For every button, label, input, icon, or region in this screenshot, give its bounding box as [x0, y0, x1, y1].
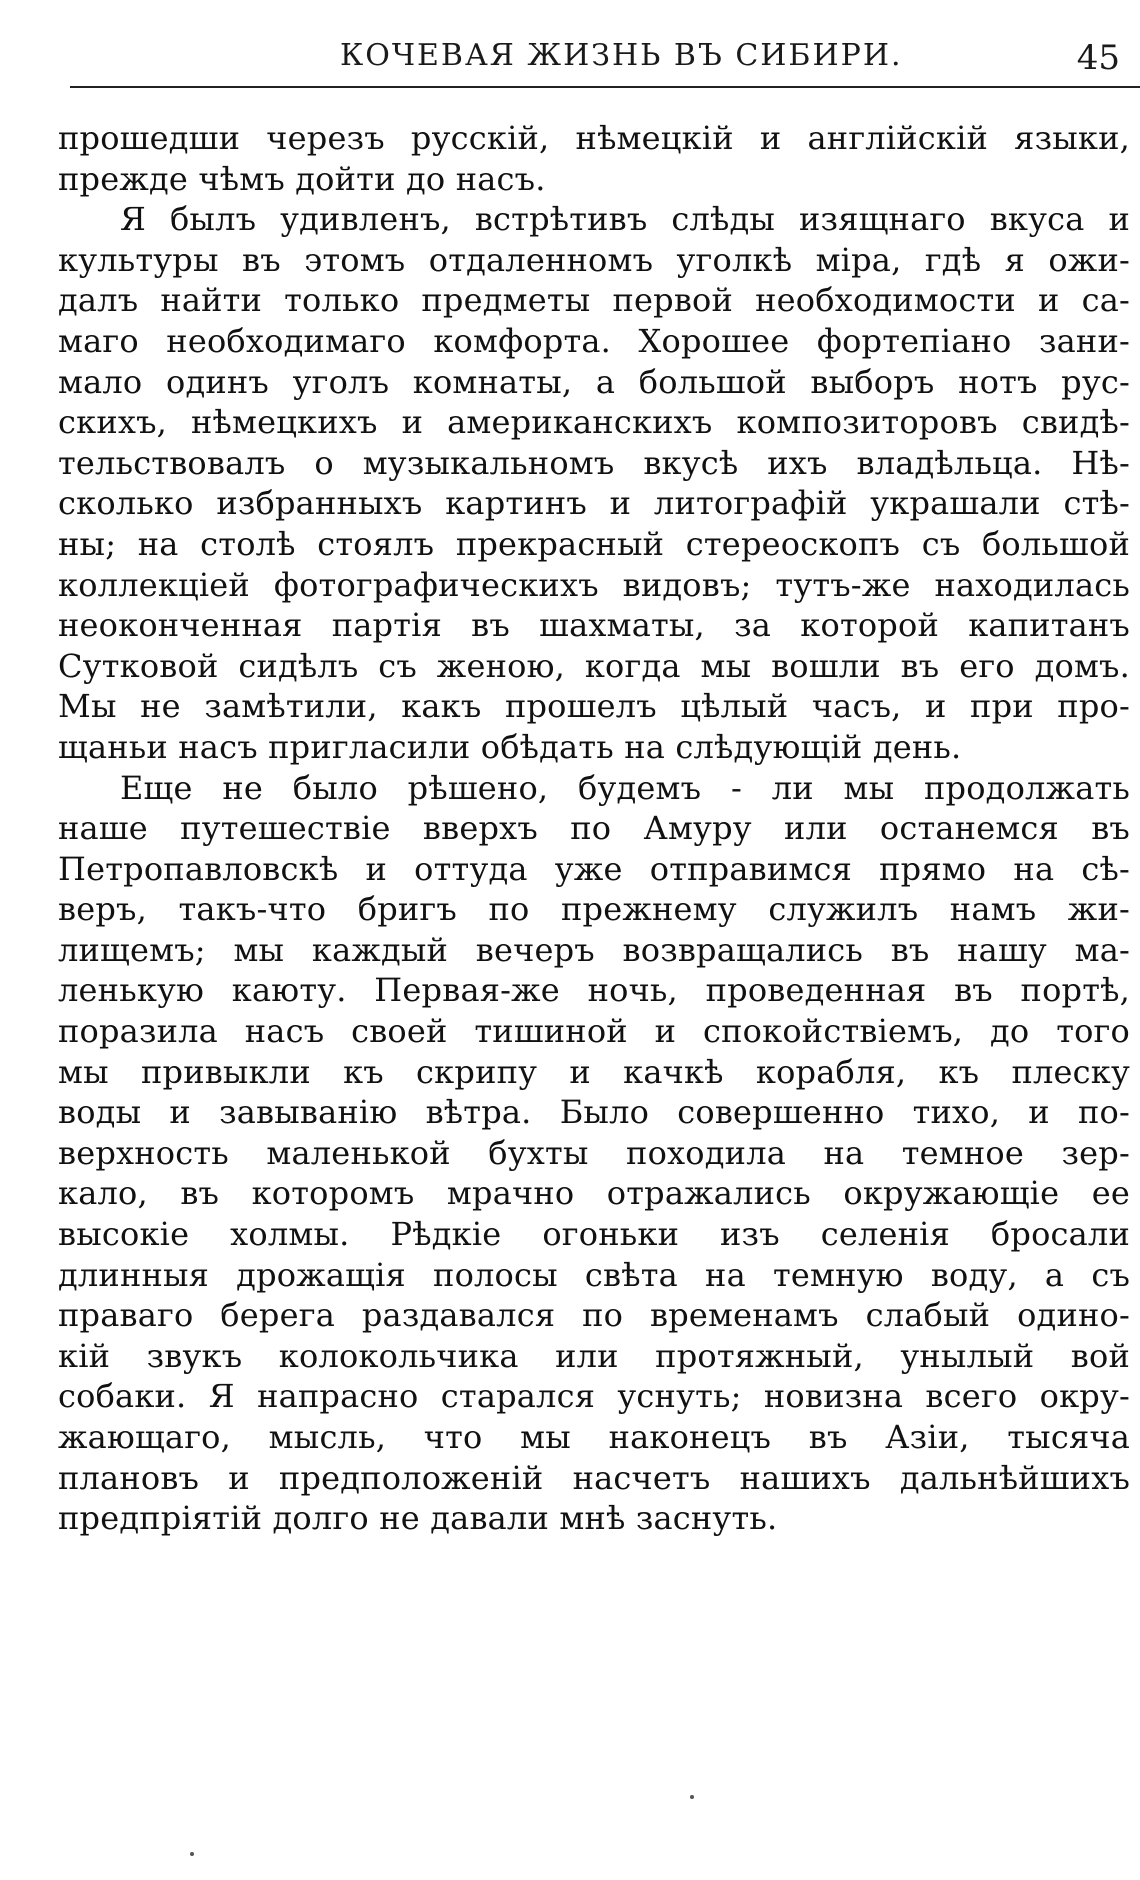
text-line: Я былъ удивленъ, встрѣтивъ слѣды изящнаго вкуса и — [120, 200, 1130, 239]
header-rule — [70, 86, 1140, 88]
print-speck — [190, 1852, 194, 1856]
text-line: плановъ и предположеній насчетъ нашихъ дальнѣйшихъ — [58, 1458, 1130, 1497]
text-line: воды и завыванію вѣтра. Было совершенно тихо, и по- — [58, 1093, 1130, 1132]
text-line: ленькую каюту. Первая-же ночь, проведенная въ портѣ, — [58, 971, 1130, 1010]
text-line: прошедши черезъ русскій, нѣмецкій и англійскій языки, — [58, 119, 1130, 157]
text-line: длинныя дрожащія полосы свѣта на темную воду, а съ — [58, 1255, 1130, 1294]
running-title: КОЧЕВАЯ ЖИЗНЬ ВЪ СИБИРИ. — [340, 38, 903, 73]
text-line: праваго берега раздавался по временамъ слабый одино- — [58, 1296, 1130, 1335]
text-line: щаньи насъ пригласили обѣдать на слѣдующій день. — [58, 727, 962, 766]
page-number: 45 — [1076, 38, 1120, 78]
text-line: Мы не замѣтили, какъ прошелъ цѣлый часъ, и при про- — [58, 687, 1130, 726]
print-speck — [690, 1795, 694, 1799]
text-line: сколько избранныхъ картинъ и литографій украшали стѣ- — [58, 484, 1130, 523]
paragraph-1 — [58, 118, 1130, 199]
text-line: мы привыкли къ скрипу и качкѣ корабля, къ плеску — [58, 1052, 1130, 1091]
text-line: верхность маленькой бухты походила на темное зер- — [58, 1133, 1130, 1172]
paragraph-2 — [58, 199, 1130, 767]
text-line: маго необходимаго комфорта. Хорошее фортепіано зани- — [58, 321, 1130, 360]
text-line: неоконченная партія въ шахматы, за которой капитанъ — [58, 606, 1130, 645]
text-line: веръ, такъ-что бригъ по прежнему служилъ намъ жи- — [58, 890, 1130, 929]
text-line: далъ найти только предметы первой необходимости и са- — [58, 281, 1130, 320]
text-line: поразила насъ своей тишиной и спокойствіемъ, до того — [58, 1012, 1130, 1051]
body-text — [58, 118, 1130, 1539]
text-line: жающаго, мысль, что мы наконецъ въ Азіи, тысяча — [58, 1418, 1130, 1456]
text-line: Еще не было рѣшено, будемъ - ли мы продолжать — [120, 768, 1130, 807]
text-line: мало одинъ уголъ комнаты, а большой выборъ нотъ рус- — [58, 362, 1130, 401]
paragraph-3 — [58, 768, 1130, 1539]
text-line: тельствовалъ о музыкальномъ вкусѣ ихъ владѣльца. Нѣ- — [58, 443, 1130, 482]
text-line: предпріятій долго не давали мнѣ заснуть. — [58, 1499, 778, 1538]
text-line: прежде чѣмъ дойти до насъ. — [58, 159, 546, 198]
text-line: лищемъ; мы каждый вечеръ возвращались въ нашу ма- — [58, 930, 1130, 969]
page-header — [60, 38, 1130, 88]
text-line: коллекціей фотографическихъ видовъ; тутъ-же находилась — [58, 565, 1130, 604]
text-line: культуры въ этомъ отдаленномъ уголкѣ міра, гдѣ я ожи- — [58, 240, 1130, 279]
text-line: высокіе холмы. Рѣдкіе огоньки изъ селенія бросали — [58, 1215, 1130, 1254]
text-line: ны; на столѣ стоялъ прекрасный стереоскопъ съ большой — [58, 524, 1130, 563]
text-line: Сутковой сидѣлъ съ женою, когда мы вошли въ его домъ. — [58, 646, 1130, 685]
text-line: наше путешествіе вверхъ по Амуру или останемся въ — [58, 809, 1130, 848]
text-line: Петропавловскѣ и оттуда уже отправимся прямо на сѣ- — [58, 849, 1130, 888]
text-line: кій звукъ колокольчика или протяжный, унылый вой — [58, 1336, 1130, 1375]
text-line: кало, въ которомъ мрачно отражались окружающіе ее — [58, 1174, 1130, 1213]
text-line: собаки. Я напрасно старался уснуть; новизна всего окру- — [58, 1377, 1130, 1416]
text-line: скихъ, нѣмецкихъ и американскихъ композиторовъ свидѣ- — [58, 403, 1130, 442]
